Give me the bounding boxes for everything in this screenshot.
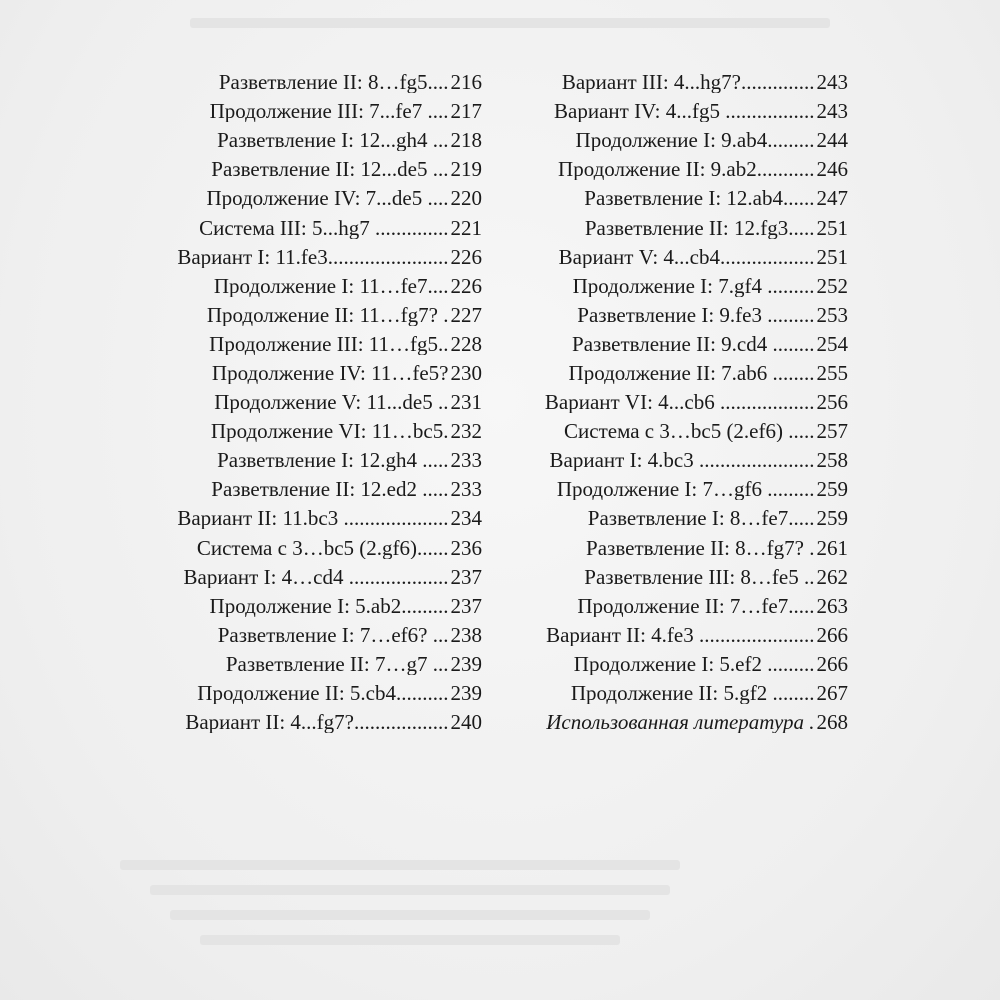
toc-entry: [508, 126, 848, 155]
toc-entry-title: Вариант IV: 4...fg5 .................: [554, 101, 815, 123]
bleed-through-line: [120, 860, 680, 870]
toc-entry: [508, 301, 848, 330]
toc-entry-page-number: 237: [450, 564, 482, 589]
toc-entry: [508, 475, 848, 504]
toc-entry-title: Вариант III: 4...hg7?..............: [561, 72, 815, 94]
toc-entry-title: Разветвление II: 12.ed2 .....: [211, 479, 449, 501]
toc-entry-title: Продолжение I: 7.gf4 .........: [572, 275, 815, 297]
toc-entry-title: Продолжение II: 7…fe7.....: [577, 595, 815, 617]
toc-entry-page-number: 218: [450, 128, 482, 153]
toc-entry: [142, 417, 482, 446]
toc-entry-page-number: 252: [816, 273, 848, 298]
toc-entry-title: Вариант VI: 4...cb6 ..................: [544, 392, 815, 414]
toc-entry-title: Вариант II: 4...fg7?..................: [185, 712, 449, 734]
toc-entry-title: Вариант I: 4.bc3 ......................: [549, 450, 815, 472]
toc-entry-page-number: 226: [450, 244, 482, 269]
toc-entry-page-number: 266: [816, 622, 848, 647]
bleed-through-line: [170, 910, 650, 920]
toc-entry-page-number: 261: [816, 535, 848, 560]
toc-entry: [508, 650, 848, 679]
toc-entry: [142, 301, 482, 330]
toc-entry: [508, 97, 848, 126]
toc-entry-page-number: 244: [816, 128, 848, 153]
toc-entry: [508, 184, 848, 213]
toc-entry-title: Продолжение II: 9.ab2...........: [558, 159, 815, 181]
toc-entry-page-number: 256: [816, 390, 848, 415]
toc-entry-title: Разветвление I: 12...gh4 ...: [217, 130, 449, 152]
toc-entry-page-number: 239: [450, 651, 482, 676]
toc-entry-title: Разветвление I: 7…ef6? ...: [217, 624, 449, 646]
toc-entry-page-number: 220: [450, 186, 482, 211]
toc-entry-page-number: 243: [816, 99, 848, 124]
toc-entry-page-number: 239: [450, 681, 482, 706]
toc-entry-page-number: 246: [816, 157, 848, 182]
toc-entry-title: Продолжение I: 5.ef2 .........: [573, 653, 815, 675]
toc-entry: [508, 68, 848, 97]
toc-entry: [508, 243, 848, 272]
toc-entry-page-number: 233: [450, 477, 482, 502]
toc-entry-page-number: 238: [450, 622, 482, 647]
toc-entry: [142, 708, 482, 737]
toc-entry: [142, 68, 482, 97]
toc-entry-page-number: 217: [450, 99, 482, 124]
toc-entry: [142, 621, 482, 650]
toc-entry: [508, 359, 848, 388]
toc-entry-title: Система с 3…bc5 (2.ef6) .....: [564, 421, 815, 443]
toc-entry: [508, 504, 848, 533]
toc-entry-title: Разветвление I: 12.ab4......: [584, 188, 815, 210]
toc-entry-title: Разветвление II: 9.cd4 ........: [572, 333, 815, 355]
toc-entry-title: Система III: 5...hg7 ..............: [199, 217, 449, 239]
toc-entry-page-number: 234: [450, 506, 482, 531]
toc-entry-page-number: 237: [450, 593, 482, 618]
toc-entry: [508, 621, 848, 650]
toc-entry: [508, 534, 848, 563]
toc-entry-title: Вариант II: 11.bc3 ....................: [177, 508, 449, 530]
toc-entry-title: Разветвление III: 8…fe5 ..: [584, 566, 815, 588]
toc-entry: [142, 359, 482, 388]
toc-entry: [142, 563, 482, 592]
toc-entry-title: Продолжение IV: 7...de5 ....: [206, 188, 449, 210]
toc-entry-page-number: 254: [816, 331, 848, 356]
toc-entry: [142, 388, 482, 417]
toc-entry: [142, 272, 482, 301]
toc-entry-page-number: 221: [450, 215, 482, 240]
toc-entry-title: Продолжение I: 11…fe7....: [213, 275, 449, 297]
toc-entry-page-number: 266: [816, 651, 848, 676]
bleed-through-heading: [190, 18, 830, 28]
toc-entry-title: Разветвление I: 12.gh4 .....: [217, 450, 449, 472]
toc-entry-title: Продолжение I: 9.ab4.........: [575, 130, 815, 152]
toc-entry-title: Продолжение III: 11…fg5..: [209, 333, 449, 355]
toc-entry: [508, 563, 848, 592]
toc-entry-title: Разветвление II: 8…fg7? .: [586, 537, 815, 559]
toc-entry-page-number: 216: [450, 70, 482, 95]
toc-entry-page-number: 259: [816, 477, 848, 502]
toc-entry-title: Продолжение III: 7...fe7 ....: [209, 101, 449, 123]
toc-entry-page-number: 226: [450, 273, 482, 298]
toc-entry-page-number: 268: [816, 710, 848, 735]
toc-entry-page-number: 227: [450, 302, 482, 327]
toc-entry-title: Вариант I: 4…cd4 ...................: [183, 566, 449, 588]
toc-entry-page-number: 263: [816, 593, 848, 618]
toc-left-column: [142, 68, 482, 737]
toc-entry-title: Вариант II: 4.fe3 ......................: [546, 624, 815, 646]
toc-entry: [142, 475, 482, 504]
toc-entry: [142, 184, 482, 213]
toc-entry-page-number: 219: [450, 157, 482, 182]
toc-entry: [508, 446, 848, 475]
toc-entry-page-number: 255: [816, 360, 848, 385]
toc-entry: [508, 330, 848, 359]
toc-entry: [142, 650, 482, 679]
toc-entry-page-number: 257: [816, 419, 848, 444]
toc-entry: [142, 679, 482, 708]
toc-entry: [142, 126, 482, 155]
toc-entry-title: Система с 3…bc5 (2.gf6)......: [196, 537, 449, 559]
toc-entry-page-number: 230: [450, 360, 482, 385]
toc-entry: [142, 446, 482, 475]
toc-entry-title: Разветвление II: 12.fg3.....: [584, 217, 815, 239]
toc-entry-title: Разветвление I: 8…fe7.....: [587, 508, 815, 530]
toc-entry-page-number: 233: [450, 448, 482, 473]
toc-entry: [508, 708, 848, 737]
toc-entry: [508, 213, 848, 242]
toc-entry: [142, 592, 482, 621]
toc-entry-title: Вариант I: 11.fe3.......................: [177, 246, 449, 268]
toc-entry-title: Продолжение II: 5.cb4..........: [197, 683, 449, 705]
toc-entry-page-number: 251: [816, 215, 848, 240]
toc-entry-page-number: 228: [450, 331, 482, 356]
toc-entry: [142, 534, 482, 563]
toc-entry: [508, 679, 848, 708]
toc-entry-page-number: 243: [816, 70, 848, 95]
toc-entry-page-number: 262: [816, 564, 848, 589]
bleed-through-line: [150, 885, 670, 895]
toc-entry-title: Продолжение IV: 11…fe5?: [211, 362, 449, 384]
toc-entry-page-number: 240: [450, 710, 482, 735]
toc-entry: [142, 504, 482, 533]
toc-entry: [508, 417, 848, 446]
toc-entry-page-number: 232: [450, 419, 482, 444]
toc-entry-title: Продолжение I: 7…gf6 .........: [556, 479, 815, 501]
toc-entry-title: Разветвление II: 7…g7 ...: [225, 653, 449, 675]
toc-entry-page-number: 267: [816, 681, 848, 706]
toc-entry-page-number: 231: [450, 390, 482, 415]
toc-entry-title: Продолжение V: 11...de5 ..: [214, 392, 449, 414]
toc-entry-title: Разветвление II: 8…fg5....: [218, 72, 449, 94]
toc-entry-page-number: 253: [816, 302, 848, 327]
toc-right-column: [508, 68, 848, 737]
toc-entry-title: Продолжение VI: 11…bc5.: [210, 421, 449, 443]
bleed-through-line: [200, 935, 620, 945]
toc-entry: [508, 155, 848, 184]
toc-entry-title: Продолжение II: 11…fg7? .: [206, 304, 449, 326]
toc-entry-title: Продолжение II: 7.ab6 ........: [568, 362, 815, 384]
toc-entry: [142, 243, 482, 272]
toc-entry-page-number: 251: [816, 244, 848, 269]
toc-entry-page-number: 259: [816, 506, 848, 531]
toc-entry: [508, 272, 848, 301]
toc-entry-title: Использованная литература .: [546, 712, 815, 734]
toc-entry-title: Разветвление II: 12...de5 ...: [211, 159, 449, 181]
toc-entry: [142, 97, 482, 126]
toc-entry-page-number: 258: [816, 448, 848, 473]
toc-entry: [508, 388, 848, 417]
toc-entry-title: Разветвление I: 9.fe3 .........: [577, 304, 815, 326]
toc-entry: [508, 592, 848, 621]
toc-entry-title: Продолжение I: 5.ab2.........: [209, 595, 449, 617]
toc-entry-page-number: 236: [450, 535, 482, 560]
toc-entry-title: Вариант V: 4...cb4..................: [558, 246, 815, 268]
toc-entry: [142, 330, 482, 359]
toc-entry-page-number: 247: [816, 186, 848, 211]
toc-entry: [142, 213, 482, 242]
toc-entry: [142, 155, 482, 184]
toc-entry-title: Продолжение II: 5.gf2 ........: [570, 683, 815, 705]
